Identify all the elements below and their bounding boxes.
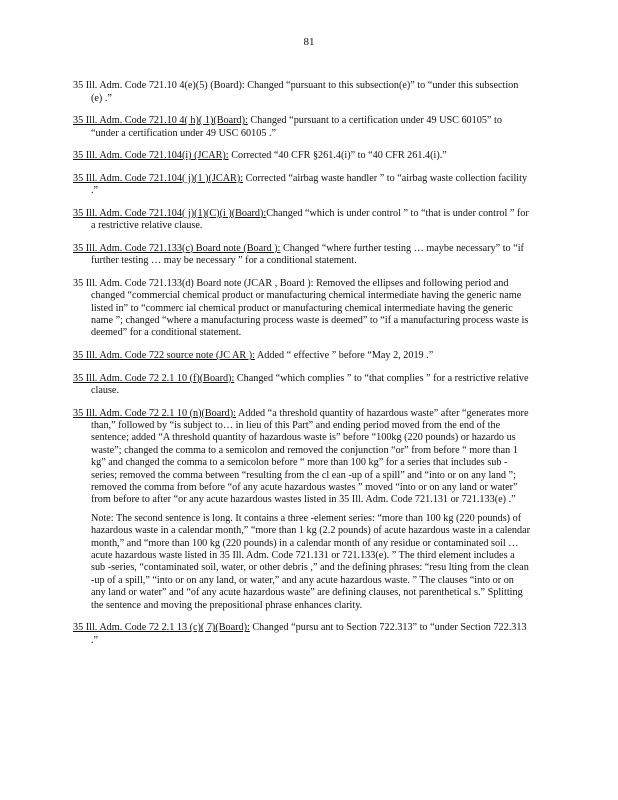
citation: 35 Ill. Adm. Code 721.104( j)(1 )(JCAR): [73,172,244,184]
citation: 35 Ill. Adm. Code 721.10 4( h)( 1)(Board): [73,115,248,127]
list-item [73,243,531,268]
change-description: Added “a threshold quantity of hazardous waste” after “generates more than,” followed by “is subject to… in lieu of this Part” and ending period moved from the end of the sentence; added “A threshold quantity of hazardous waste is” before “100kg (220 pounds) or hazardo us waste”; changed the comma to a semicolon and removed the conjunction “or” from before “ more than 1 kg” and changed the comma to a semicolon before “ more than 100 kg” for a series that includes sub -series; removed the comma between “resulting from the cl ean -up of a spill” and “into or on any land ”; removed the comma from before “of any acute hazardous wastes ” moved “into or on any land or water” from before to after “or any acute hazardous wastes listed in 35 Ill. Adm. Code 721.131 or 721.133(e) .” [91,407,529,506]
list-item [73,408,531,507]
citation: 35 Ill. Adm. Code 721.133(d) Board note (JCAR , Board ): [73,277,314,289]
citation: 35 Ill. Adm. Code 72 2.1 10 (n)(Board): [73,407,236,419]
change-description: Changed “which is under control ” to “that is under control ” for a restrictive relative clause. [91,207,529,232]
change-description: Corrected “airbag waste handler ” to “airbag waste collection facility .” [91,172,528,197]
list-item [73,278,531,340]
change-description: Changed “pursu ant to Section 722.313” to “under Section 722.313 .” [91,622,527,646]
change-description: Added “ effective ” before “May 2, 2019 .” [254,350,434,361]
change-description: Changed “which complies ” to “that complies ” for a restrictive relative clause. [91,372,529,396]
citation: 35 Ill. Adm. Code 721.10 4(e)(5) (Board): [73,80,245,92]
citation: 35 Ill. Adm. Code 72 2.1 10 (f)(Board): [73,372,235,384]
list-item [73,173,531,198]
citation: 35 Ill. Adm. Code 721.104( j)(1)(C)(i )(Board): [73,207,267,219]
list-item [73,208,531,233]
list-item [73,622,531,647]
citation: 35 Ill. Adm. Code 721.133(c) Board note (Board ): [73,242,281,254]
change-description: Changed “pursuant to a certification under 49 USC 60105” to “under a certification under 49 USC 60105 .” [91,115,502,139]
list-item [73,80,531,105]
citation: 35 Ill. Adm. Code 721.104(i) (JCAR): [73,150,229,162]
change-description: Changed “where further testing … maybe necessary” to “if further testing … may be necessary ” for a conditional statement. [91,242,524,267]
page-number: 81 [303,36,315,48]
change-description: Corrected “40 CFR §261.4(i)” to “40 CFR 261.4(i).” [228,150,447,162]
change-description: Changed “pursuant to this subsection(e)” to “under this subsection (e) .” [91,80,519,104]
citation: 35 Ill. Adm. Code 72 2.1 13 (c)( 7)(Board): [73,622,250,634]
list-item [73,150,531,162]
list-item [73,350,531,362]
citation: 35 Ill. Adm. Code 722 source note (JC AR ): [73,350,255,361]
note-paragraph: Note: The second sentence is long. It contains a three -element series: “more than 100 kg (220 pounds) of hazardous waste in a calendar month,” “more than 1 kg (2.2 pounds) of acute hazardous waste in a calendar month,” and “more than 100 kg (220 pounds) in a calendar month of any residue or contaminated soil … acute hazardous waste listed in 35 Ill. Adm. Code 721.131 or 721.133(e). ” The third element includes a sub -series, “contaminated soil, water, or other debris ,” and the defining phrases: “resu lting from the clean -up of a spill,” “into or on any land, or water,” and any acute hazardous waste. ” The clauses “into or on any land or water” and “of any acute hazardous waste” are defining clauses, not parenthetical s.” Splitting the sentence and moving the prepositional phrase enhances clarity. [91,512,531,611]
change-description: Removed the ellipses and following period and changed “commercial chemical product or manufacturing chemical intermediate having the generic name listed in” to “commerc ial chemical product or manufacturing chemical intermediate having the generic name ”; changed “where a manufacturing process waste is deemed” to “if a manufacturing process waste is deemed” for a conditional statement. [91,277,529,339]
amendment-list [73,70,531,653]
list-item [73,115,531,140]
list-item [73,373,531,398]
